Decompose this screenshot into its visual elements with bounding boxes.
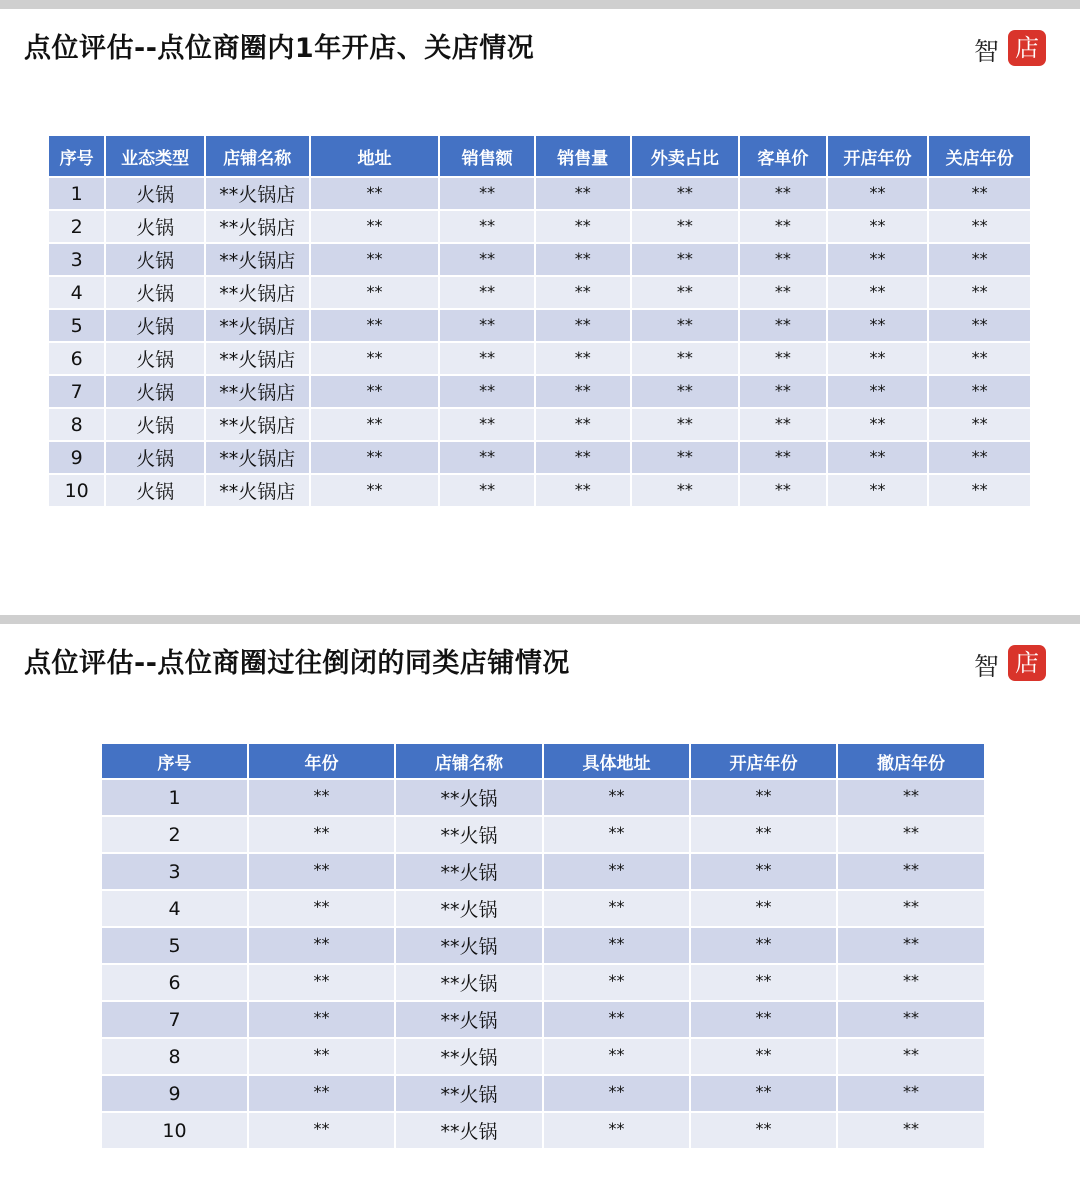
column-header: 店铺名称 <box>396 744 542 778</box>
table-cell: 2 <box>49 211 104 242</box>
table-cell: ** <box>632 343 739 374</box>
table-cell: ** <box>632 442 739 473</box>
table-row <box>102 1039 984 1074</box>
table-cell: 6 <box>102 965 247 1000</box>
table-cell: ** <box>740 475 826 506</box>
column-header: 店铺名称 <box>206 136 309 176</box>
slide-closed-similar-stores <box>0 615 1080 1197</box>
column-header: 关店年份 <box>929 136 1030 176</box>
table-cell: ** <box>691 854 836 889</box>
table-cell: 8 <box>102 1039 247 1074</box>
table-cell: ** <box>536 343 630 374</box>
table-cell: 4 <box>49 277 104 308</box>
table-cell: ** <box>536 178 630 209</box>
slide-top-divider <box>0 0 1080 9</box>
table-cell: ** <box>828 442 928 473</box>
table-cell: 6 <box>49 343 104 374</box>
table-cell: ** <box>838 780 984 815</box>
table-cell: 火锅 <box>106 211 204 242</box>
table-row <box>49 178 1030 209</box>
table-row <box>49 310 1030 341</box>
table-cell: 火锅 <box>106 376 204 407</box>
table-cell: ** <box>828 244 928 275</box>
slide-top-divider <box>0 615 1080 624</box>
table-cell: ** <box>536 376 630 407</box>
column-header: 开店年份 <box>691 744 836 778</box>
column-header: 年份 <box>249 744 394 778</box>
zhidian-logo <box>974 30 1046 66</box>
table-cell: ** <box>632 310 739 341</box>
table-cell: 火锅 <box>106 244 204 275</box>
table-cell: ** <box>536 442 630 473</box>
table-cell: ** <box>929 343 1030 374</box>
table-cell: ** <box>632 376 739 407</box>
table-cell: 3 <box>102 854 247 889</box>
table-cell: ** <box>311 442 439 473</box>
table-row <box>102 928 984 963</box>
table-cell: 8 <box>49 409 104 440</box>
table-cell: ** <box>828 178 928 209</box>
table-cell: ** <box>544 780 689 815</box>
table-cell: 5 <box>49 310 104 341</box>
table-row <box>49 442 1030 473</box>
table-cell: ** <box>249 1113 394 1148</box>
table-row <box>102 1113 984 1148</box>
table-cell: ** <box>311 178 439 209</box>
table-cell: ** <box>440 277 534 308</box>
table-cell: ** <box>249 1039 394 1074</box>
table-cell: ** <box>536 475 630 506</box>
table-row <box>102 965 984 1000</box>
table-cell: ** <box>440 310 534 341</box>
table-cell: ** <box>249 928 394 963</box>
table-cell: ** <box>249 965 394 1000</box>
table-cell: ** <box>249 854 394 889</box>
table-cell: ** <box>311 409 439 440</box>
column-header: 开店年份 <box>828 136 928 176</box>
table-cell: ** <box>632 211 739 242</box>
table-cell: 1 <box>49 178 104 209</box>
table-cell: ** <box>544 928 689 963</box>
table-cell: 火锅 <box>106 277 204 308</box>
table-cell: 1 <box>102 780 247 815</box>
slide-title: 点位评估--点位商圈过往倒闭的同类店铺情况 <box>24 648 570 679</box>
table-cell: 10 <box>49 475 104 506</box>
table-cell: ** <box>536 211 630 242</box>
table-cell: 9 <box>49 442 104 473</box>
table-cell: ** <box>440 409 534 440</box>
table-cell: **火锅店 <box>206 475 309 506</box>
table-cell: 2 <box>102 817 247 852</box>
table-cell: **火锅店 <box>206 310 309 341</box>
table-cell: **火锅 <box>396 928 542 963</box>
column-header: 撤店年份 <box>838 744 984 778</box>
table-cell: **火锅店 <box>206 277 309 308</box>
table-row <box>102 1076 984 1111</box>
table-row <box>49 409 1030 440</box>
table-cell: 7 <box>49 376 104 407</box>
table-cell: **火锅店 <box>206 442 309 473</box>
table-cell: 火锅 <box>106 475 204 506</box>
table-cell: ** <box>838 854 984 889</box>
table-cell: 火锅 <box>106 409 204 440</box>
table-cell: ** <box>691 965 836 1000</box>
table-cell: ** <box>536 277 630 308</box>
table-cell: ** <box>691 1002 836 1037</box>
table-cell: **火锅店 <box>206 409 309 440</box>
table-cell: ** <box>691 1039 836 1074</box>
table-cell: **火锅店 <box>206 211 309 242</box>
table-cell: ** <box>740 376 826 407</box>
table-cell: ** <box>929 310 1030 341</box>
table-cell: ** <box>929 376 1030 407</box>
table-cell: 9 <box>102 1076 247 1111</box>
table-cell: ** <box>929 277 1030 308</box>
table-cell: ** <box>929 211 1030 242</box>
table-row <box>102 854 984 889</box>
column-header: 业态类型 <box>106 136 204 176</box>
table-cell: **火锅店 <box>206 376 309 407</box>
logo-dian-badge: 店 <box>1008 645 1046 681</box>
table-row <box>102 780 984 815</box>
table-cell: ** <box>440 475 534 506</box>
column-header: 销售量 <box>536 136 630 176</box>
store-open-close-table <box>47 134 1032 508</box>
table-cell: ** <box>838 1039 984 1074</box>
table-cell: ** <box>536 409 630 440</box>
table-row <box>49 343 1030 374</box>
column-header: 序号 <box>102 744 247 778</box>
table-cell: ** <box>740 244 826 275</box>
table-cell: ** <box>838 928 984 963</box>
table-cell: ** <box>828 376 928 407</box>
table-cell: **火锅 <box>396 891 542 926</box>
table-cell: ** <box>740 442 826 473</box>
table-cell: **火锅 <box>396 780 542 815</box>
table-cell: ** <box>828 310 928 341</box>
table-cell: **火锅店 <box>206 178 309 209</box>
table-cell: ** <box>929 409 1030 440</box>
table-cell: 火锅 <box>106 178 204 209</box>
table-cell: ** <box>691 928 836 963</box>
table-row <box>49 211 1030 242</box>
table-header-row <box>102 744 984 778</box>
table-cell: ** <box>828 343 928 374</box>
table-cell: **火锅 <box>396 854 542 889</box>
table-cell: ** <box>838 965 984 1000</box>
table-cell: 火锅 <box>106 310 204 341</box>
table-cell: ** <box>838 817 984 852</box>
table-cell: ** <box>740 277 826 308</box>
table-cell: ** <box>544 1002 689 1037</box>
table-cell: ** <box>311 376 439 407</box>
column-header: 序号 <box>49 136 104 176</box>
table-cell: ** <box>838 1113 984 1148</box>
logo-dian-badge: 店 <box>1008 30 1046 66</box>
table-cell: **火锅 <box>396 1113 542 1148</box>
table-cell: ** <box>440 343 534 374</box>
table-cell: ** <box>544 1039 689 1074</box>
table-cell: ** <box>536 310 630 341</box>
table-row <box>49 277 1030 308</box>
table-cell: **火锅 <box>396 1002 542 1037</box>
table-cell: ** <box>249 891 394 926</box>
slide-title: 点位评估--点位商圈内1年开店、关店情况 <box>24 33 535 64</box>
table-cell: 10 <box>102 1113 247 1148</box>
table-cell: **火锅店 <box>206 244 309 275</box>
table-cell: **火锅店 <box>206 343 309 374</box>
table-cell: ** <box>691 817 836 852</box>
table-cell: ** <box>691 1076 836 1111</box>
column-header: 客单价 <box>740 136 826 176</box>
table-header-row <box>49 136 1030 176</box>
table-cell: 3 <box>49 244 104 275</box>
table-cell: ** <box>740 211 826 242</box>
table-cell: ** <box>929 442 1030 473</box>
table-cell: ** <box>544 854 689 889</box>
table-row <box>102 817 984 852</box>
table-cell: ** <box>544 965 689 1000</box>
table-cell: 4 <box>102 891 247 926</box>
table-cell: ** <box>311 310 439 341</box>
table-cell: ** <box>440 442 534 473</box>
table-cell: ** <box>440 211 534 242</box>
column-header: 具体地址 <box>544 744 689 778</box>
column-header: 销售额 <box>440 136 534 176</box>
table-cell: ** <box>691 780 836 815</box>
zhidian-logo <box>974 645 1046 681</box>
table-cell: ** <box>544 817 689 852</box>
table-row <box>49 475 1030 506</box>
table-cell: ** <box>249 817 394 852</box>
table-row <box>49 244 1030 275</box>
table-cell: ** <box>691 891 836 926</box>
logo-zhi-text: 智 <box>974 652 1000 681</box>
table-cell: ** <box>311 277 439 308</box>
table-cell: ** <box>311 343 439 374</box>
table-cell: 5 <box>102 928 247 963</box>
table-cell: ** <box>632 244 739 275</box>
table-row <box>102 1002 984 1037</box>
table-cell: ** <box>838 891 984 926</box>
table-cell: ** <box>544 1076 689 1111</box>
table-cell: ** <box>632 475 739 506</box>
table-cell: ** <box>311 475 439 506</box>
table-cell: ** <box>632 277 739 308</box>
table-cell: ** <box>828 409 928 440</box>
logo-zhi-text: 智 <box>974 37 1000 66</box>
table-cell: ** <box>632 409 739 440</box>
table-cell: ** <box>828 211 928 242</box>
table-cell: ** <box>838 1076 984 1111</box>
table-cell: ** <box>249 1002 394 1037</box>
table-cell: ** <box>632 178 739 209</box>
table-cell: ** <box>544 891 689 926</box>
table-cell: ** <box>838 1002 984 1037</box>
table-cell: ** <box>249 780 394 815</box>
table-cell: 7 <box>102 1002 247 1037</box>
table-cell: ** <box>249 1076 394 1111</box>
table-cell: ** <box>311 211 439 242</box>
table-cell: ** <box>440 178 534 209</box>
column-header: 外卖占比 <box>632 136 739 176</box>
table-cell: 火锅 <box>106 343 204 374</box>
table-cell: ** <box>828 475 928 506</box>
table-cell: ** <box>691 1113 836 1148</box>
table-cell: **火锅 <box>396 965 542 1000</box>
table-cell: ** <box>740 310 826 341</box>
table-cell: ** <box>828 277 928 308</box>
table-cell: ** <box>440 376 534 407</box>
table-cell: ** <box>929 475 1030 506</box>
table-row <box>102 891 984 926</box>
table-cell: ** <box>740 409 826 440</box>
column-header: 地址 <box>311 136 439 176</box>
table-row <box>49 376 1030 407</box>
table-cell: **火锅 <box>396 1039 542 1074</box>
table-cell: ** <box>311 244 439 275</box>
table-cell: ** <box>536 244 630 275</box>
table-cell: 火锅 <box>106 442 204 473</box>
table-cell: ** <box>740 178 826 209</box>
table-cell: ** <box>440 244 534 275</box>
table-cell: ** <box>929 244 1030 275</box>
table-cell: **火锅 <box>396 817 542 852</box>
table-cell: ** <box>929 178 1030 209</box>
table-cell: **火锅 <box>396 1076 542 1111</box>
closed-stores-table <box>100 742 986 1150</box>
table-cell: ** <box>544 1113 689 1148</box>
table-cell: ** <box>740 343 826 374</box>
